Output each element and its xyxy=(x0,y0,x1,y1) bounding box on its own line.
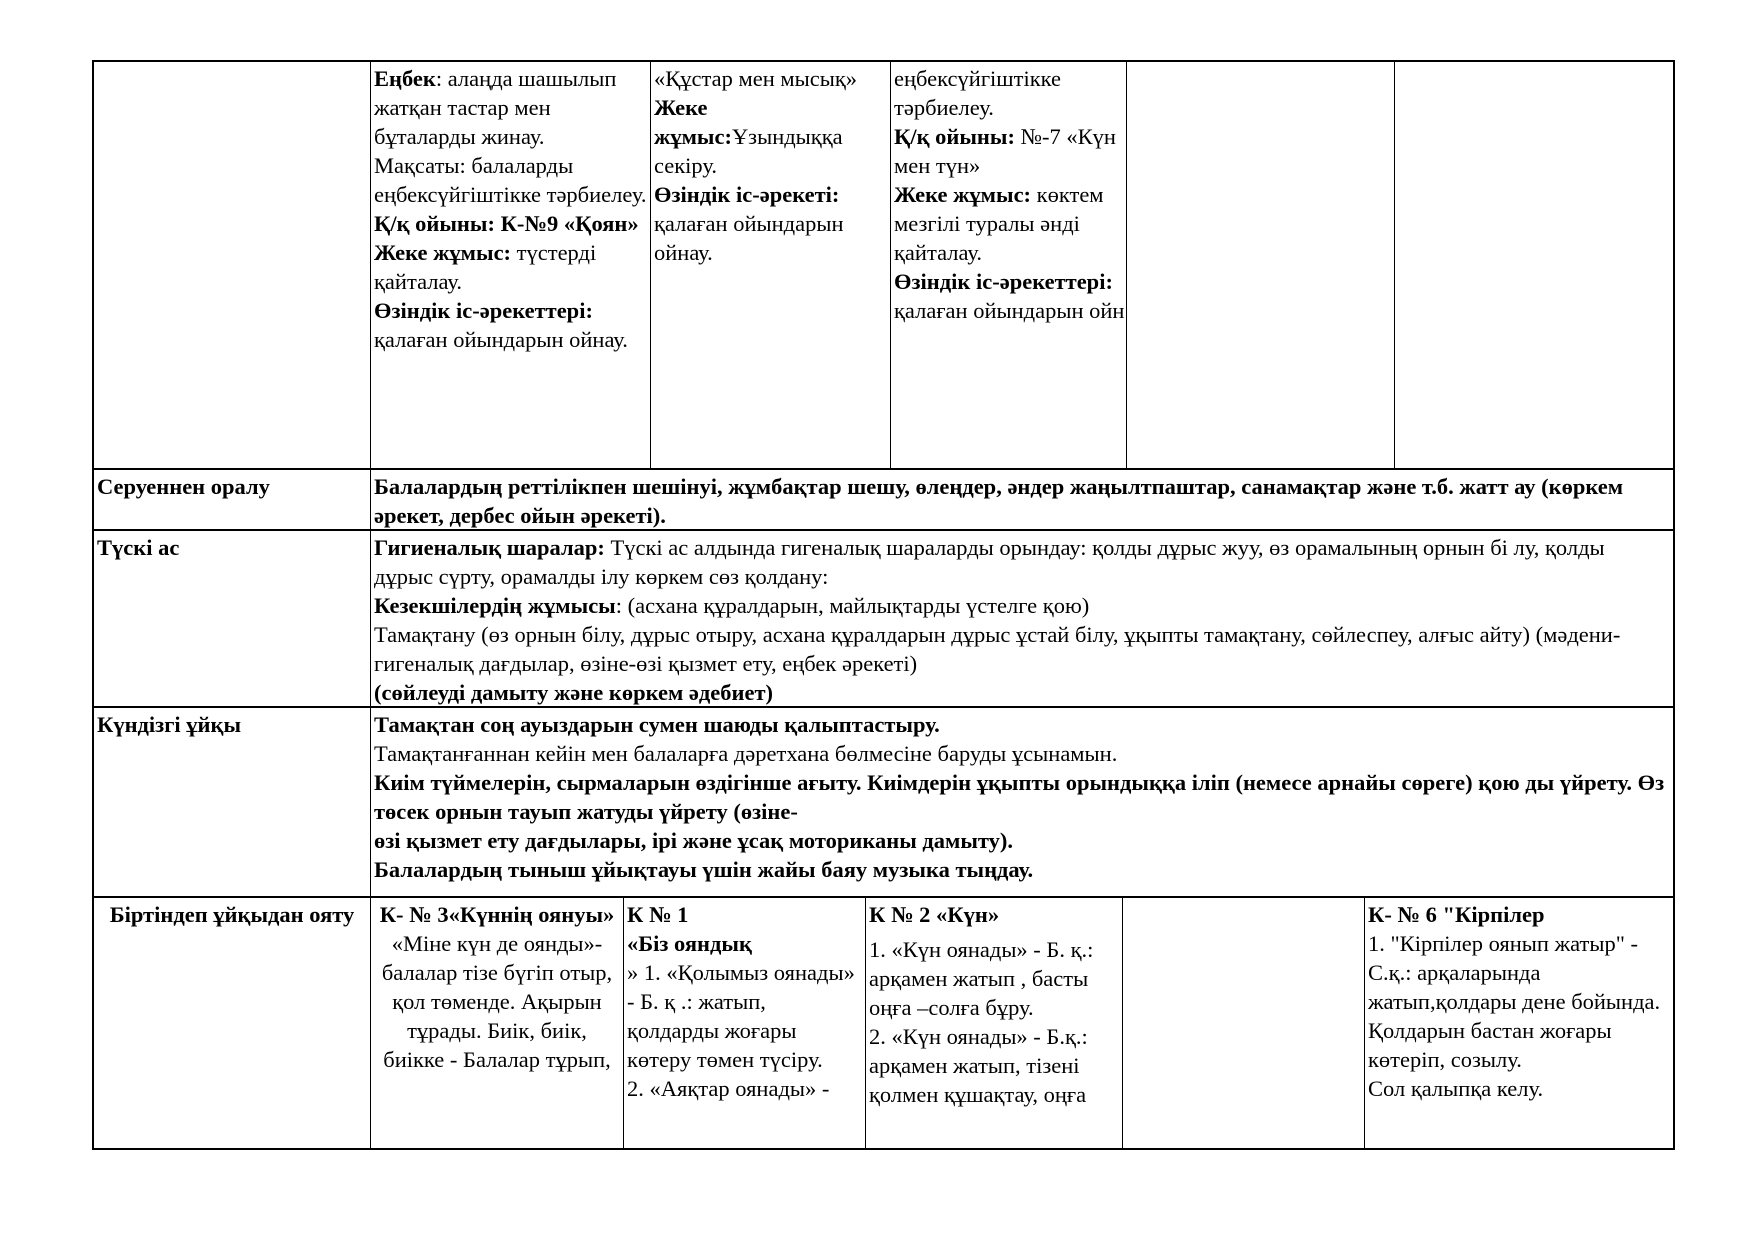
lunch-area: (сөйлеуді дамыту және көркем әдебиет) xyxy=(374,680,774,705)
text: түстерді қайталау. xyxy=(374,240,597,294)
table-row-lunch xyxy=(92,531,1675,708)
nap-p1: Тамақтан соң ауыздарын сумен шаюды қалыптастыру. xyxy=(374,712,940,737)
walk-cell-3-para xyxy=(894,267,1126,325)
return-text: Балалардың реттілікпен шешінуі, жұмбақтар шешу, өлеңдер, әндер жаңылтпаштар, санамақтар және т.б. жатт ау (көркем әрекет, дербес ойын әрекеті). xyxy=(370,470,1673,529)
bold-label: Өзіндік іс-әрекеті: xyxy=(654,182,840,207)
text: қалаған ойындарын ойнау. xyxy=(654,211,844,265)
lunch-eating: Тамақтану (өз орнын білу, дұрыс отыру, асхана құралдарын дұрыс ұстай білу, ұқыпты тамақтану, сөйлеспеу, алғыс айту) (мәдени-гигеналық дағдылар, өзіне-өзі қызмет ету, еңбек әрекеті) xyxy=(374,622,1621,676)
bold-label: Өзіндік іс-әрекеттері: xyxy=(894,269,1113,294)
walk-cell-4 xyxy=(1126,62,1394,468)
walk-cell-2-para xyxy=(654,93,890,180)
bold-label: Қ/қ ойыны: xyxy=(894,124,1015,149)
nap-p4: өзі қызмет ету дағдылары, ірі және ұсақ моториканы дамыту). xyxy=(374,828,1014,853)
row-label: Серуеннен оралу xyxy=(97,474,270,499)
text: еңбексүйгіштікке тәрбиелеу. xyxy=(894,66,1061,120)
walk-cell-3-para xyxy=(894,180,1126,267)
text: : алаңда шашылып жатқан тастар мен бұталарды жинау. xyxy=(374,66,617,149)
row-label: Біртіндеп ұйқыдан ояту xyxy=(109,902,355,927)
bold-label: Жеке жұмыс: xyxy=(894,182,1032,207)
lunch-content xyxy=(370,531,1673,706)
table-row-wake xyxy=(92,898,1675,1150)
wake-cell-3: К № 2 «Күн» 1. «Күн оянады» - Б. қ.: арқамен жатып , басты оңға –солға бұру. 2. «Күн оянады» - Б.қ.: арқамен жатып, тізені қолмен құшақтау, оңға xyxy=(865,898,1122,1148)
text: №-7 «Күн мен түн» xyxy=(894,124,1116,178)
walk-cell-2-para xyxy=(654,180,890,267)
wake-cell-5: К- № 6 "Кірпілер 1. "Кірпілер оянып жатыр" - С.қ.: арқаларында жатып,қолдары дене бойында. Қолдарын бастан жоғары көтеріп, созылу. Сол қалыпқа келу. xyxy=(1364,898,1673,1148)
row-label-empty xyxy=(94,62,370,468)
walk-cell-1-para xyxy=(374,209,650,238)
walk-cell-3 xyxy=(890,62,1126,468)
schedule-table xyxy=(92,60,1675,1150)
row-label: Түскі ас xyxy=(97,535,180,560)
table-row-return xyxy=(92,470,1675,531)
nap-p5: Балалардың тыныш ұйықтауы үшін жайы баяу музыка тыңдау. xyxy=(374,857,1034,882)
bold-label: Қ/қ ойыны: К-№9 «Қоян» xyxy=(374,211,639,236)
wake-cell-1: К- № 3«Күннің оянуы» «Міне күн де оянды»- балалар тізе бүгіп отыр, қол төменде. Ақырын тұрады. Биік, биік, биікке - Балалар тұрып, xyxy=(370,898,623,1148)
walk-cell-1-para xyxy=(374,64,650,151)
text: көктем мезгілі туралы әнді қайталау. xyxy=(894,182,1104,265)
bold-label: Өзіндік іс-әрекеттері: xyxy=(374,298,593,323)
text: Мақсаты: балаларды еңбексүйгіштікке тәрбиелеу. xyxy=(374,153,647,207)
walk-cell-1 xyxy=(370,62,650,468)
table-row-walk xyxy=(92,60,1675,470)
walk-cell-2-para xyxy=(654,64,890,93)
lunch-hygiene: Гигиеналық шаралар: Түскі ас алдында гигеналық шараларды орындау: қолды дұрыс жуу, өз орамалының орнын бі лу, қолды дұрыс сүрту, орамалды ілу көркем сөз қолдану: xyxy=(374,535,1605,589)
text: «Құстар мен мысық» xyxy=(654,66,857,91)
bold-label: Жеке жұмыс: xyxy=(654,95,732,149)
text: қалаған ойындарын ойнау. xyxy=(374,327,628,352)
walk-cell-1-para xyxy=(374,151,650,209)
nap-p2: Тамақтанғаннан кейін мен балаларға дәретхана бөлмесіне баруды ұсынамын. xyxy=(374,741,1118,766)
row-label: Күндізгі ұйқы xyxy=(97,712,242,737)
walk-cell-2 xyxy=(650,62,890,468)
bold-label: Жеке жұмыс: xyxy=(374,240,512,265)
wake-cell-2: К № 1 «Біз ояндық » 1. «Қолымыз оянады» - Б. қ .: жатып, қолдарды жоғары көтеру төмен түсіру. 2. «Аяқтар оянады» - xyxy=(623,898,865,1148)
walk-cell-5 xyxy=(1394,62,1673,468)
walk-cell-3-para xyxy=(894,122,1126,180)
bold-label: Еңбек xyxy=(374,66,436,91)
walk-cell-1-para xyxy=(374,238,650,296)
text: Ұзындыққа секіру. xyxy=(654,124,843,178)
nap-content xyxy=(370,708,1673,896)
nap-p3: Киім түймелерін, сырмаларын өздігінше ағыту. Киімдерін ұқыпты орындыққа іліп (немесе арнайы сөреге) қою ды үйрету. Өз төсек орнын тауып жатуды үйрету (өзіне- xyxy=(374,770,1665,824)
lunch-duty: Кезекшілердің жұмысы: (асхана құралдарын, майлықтарды үстелге қою) xyxy=(374,593,1090,618)
text: қалаған ойындарын ойн xyxy=(894,298,1125,323)
wake-cell-4 xyxy=(1122,898,1364,1148)
walk-cell-3-para xyxy=(894,64,1126,122)
walk-cell-1-para xyxy=(374,296,650,354)
table-row-nap xyxy=(92,708,1675,898)
